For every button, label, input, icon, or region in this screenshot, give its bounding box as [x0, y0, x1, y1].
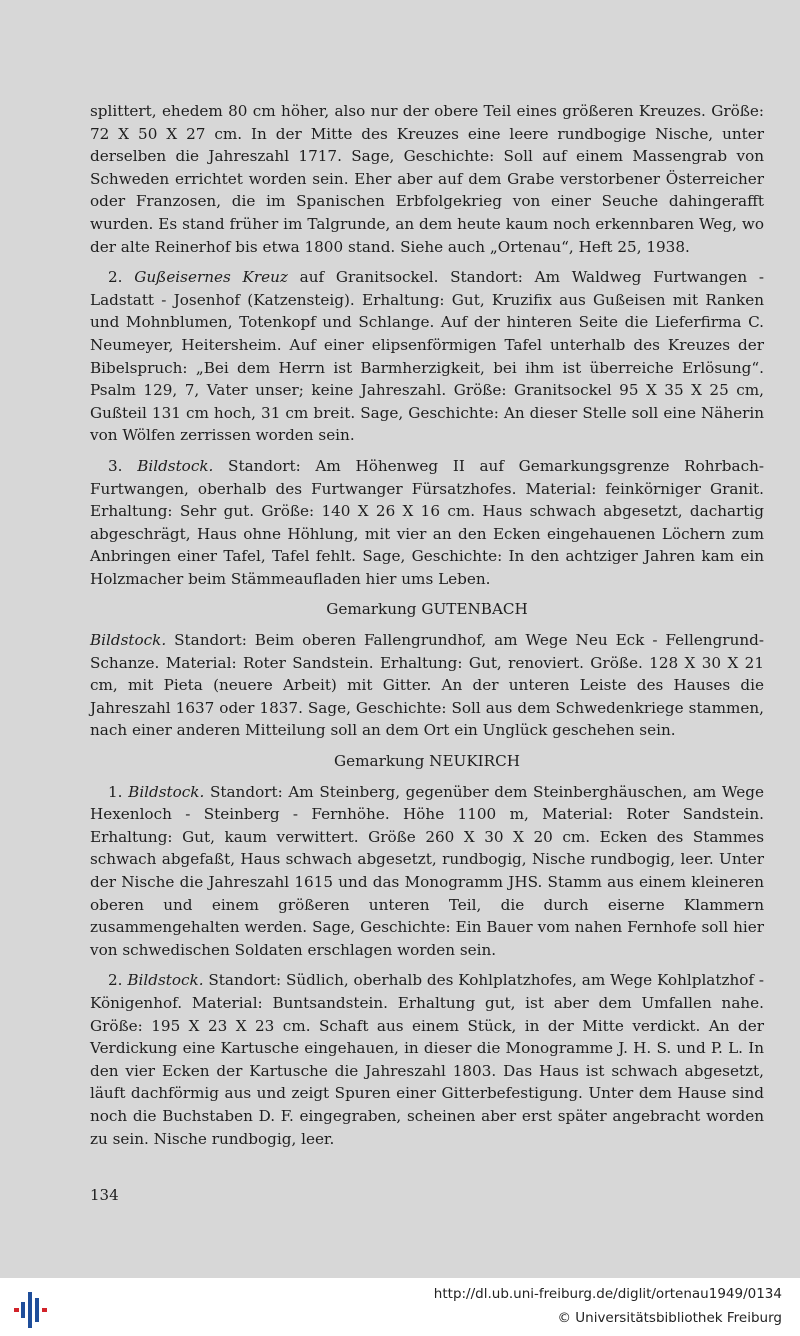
- paragraph-lead: Bildstock.: [127, 971, 204, 990]
- copyright-text: © Universitätsbibliothek Freiburg: [557, 1310, 782, 1326]
- paragraph-number: 2.: [108, 268, 123, 287]
- paragraph-2: [90, 266, 764, 447]
- body-text: [90, 100, 764, 1150]
- source-url-link[interactable]: http://dl.ub.uni-freiburg.de/diglit/ortenau1949/0134: [433, 1286, 782, 1302]
- paragraph-1: [90, 100, 764, 258]
- paragraph-text: auf Granitsockel. Standort: Am Waldweg Furtwangen - Ladstatt - Josenhof (Katzensteig). Erhaltung: Gut, Kruzifix aus Gußeisen mit Ranken und Mohnblumen, Totenkopf und Schlange. Auf der hinteren Seite die Lieferfirma C. Neumeyer, Heitersheim. Auf einer elipsenförmigen Tafel unterhalb des Kreuzes der Bibelspruch: „Bei dem Herrn ist Barmherzigkeit, bei ihm ist überreiche Erlösung“. Psalm 129, 7, Vater unser; keine Jahreszahl. Größe: Granitsockel 95 X 35 X 25 cm, Gußteil 131 cm hoch, 31 cm breit. Sage, Geschichte: An dieser Stelle soll eine Näherin von Wölfen zerrissen worden sein.: [90, 268, 765, 445]
- paragraph-text: Standort: Am Höhenweg II auf Gemarkungsgrenze Rohrbach-Furtwangen, oberhalb des Furtwanger Fürsatzhofes. Material: feinkörniger Granit. Erhaltung: Sehr gut. Größe: 140 X 26 X 16 cm. Haus schwach abgesetzt, dachartig abgeschrägt, Haus ohne Höhlung, mit vier an den Ecken eingehauenen Löchern zum Anbringen einer Tafel, Tafel fehlt. Sage, Geschichte: In den achtziger Jahren kam ein Holzmacher beim Stämmeaufladen hier ums Leben.: [90, 456, 764, 588]
- paragraph-lead: Bildstock.: [137, 456, 214, 475]
- paragraph-5: [90, 781, 764, 962]
- paragraph-text: Standort: Am Steinberg, gegenüber dem Steinberghäuschen, am Wege Hexenloch - Steinberg - Fernhöhe. Höhe 1100 m, Material: Roter Sandstein. Erhaltung: Gut, kaum verwittert. Größe 260 X 30 X 20 cm. Ecken des Stammes schwach abgefaßt, Haus schwach abgesetzt, rundbogig, Nische rundbogig, leer. Unter der Nische die Jahreszahl 1615 und das Monogramm JHS. Stamm aus einem kleineren oberen und einem größeren unteren Teil, die durch eiserne Klammern zusammengehalten werden. Sage, Geschichte: Ein Bauer vom nahen Fernhofe soll hier von schwedischen Soldaten erschlagen worden sein.: [90, 782, 764, 959]
- section-heading-neukirch: Gemarkung NEUKIRCH: [334, 752, 520, 771]
- footer-bar: [0, 1278, 800, 1336]
- paragraph-text: Standort: Südlich, oberhalb des Kohlplatzhofes, am Wege Kohlplatzhof - Königenhof. Material: Buntsandstein. Erhaltung gut, ist aber dem Umfallen nahe. Größe: 195 X 23 X 23 cm. Schaft aus einem Stück, in der Mitte verdickt. An der Verdickung eine Kartusche eingehauen, in dieser die Monogramme J. H. S. und P. L. In den vier Ecken der Kartusche die Jahreszahl 1803. Das Haus ist schwach abgesetzt, läuft dachförmig aus und zeigt Spuren einer Gitterbefestigung. Unter dem Hause sind noch die Buchstaben D. F. eingegraben, scheinen aber erst später angebracht worden zu sein. Nische rundbogig, leer.: [90, 971, 764, 1148]
- section-heading-gutenbach: Gemarkung GUTENBACH: [326, 600, 528, 619]
- paragraph-text: Standort: Beim oberen Fallengrundhof, am Wege Neu Eck - Fellengrund-Schanze. Material: Roter Sandstein. Erhaltung: Gut, renoviert. Größe. 128 X 30 X 21 cm, mit Pieta (neuere Arbeit) mit Gitter. An der unteren Leiste des Hauses die Jahreszahl 1637 oder 1837. Sage, Geschichte: Soll aus dem Schwedenkriege stammen, nach einer anderen Mitteilung soll an dem Ort ein Unglück geschehen sein.: [90, 631, 764, 740]
- paragraph-lead: Bildstock.: [90, 631, 167, 650]
- paragraph-lead: Gußeisernes Kreuz: [134, 268, 288, 287]
- paragraph-number: 2.: [108, 971, 123, 990]
- university-library-logo-icon[interactable]: [8, 1290, 52, 1330]
- paragraph-number: 3.: [108, 456, 123, 475]
- paragraph-lead: Bildstock.: [128, 782, 205, 801]
- paragraph-4: [90, 629, 764, 742]
- paragraph-text: splittert, ehedem 80 cm höher, also nur der obere Teil eines größeren Kreuzes. Größe: 72 X 50 X 27 cm. In der Mitte des Kreuzes eine leere rundbogige Nische, unter derselben die Jahreszahl 1717. Sage, Geschichte: Soll auf einem Massengrab von Schweden errichtet worden sein. Eher aber auf dem Grabe verstorbener Österreicher oder Franzosen, die im Spanischen Erbfolgekrieg von einer Seuche dahingerafft wurden. Es stand früher im Talgrunde, an dem heute kaum noch erkennbaren Weg, wo der alte Reinerhof bis etwa 1800 stand. Siehe auch „Ortenau“, Heft 25, 1938.: [90, 102, 764, 256]
- paragraph-6: [90, 969, 764, 1150]
- paragraph-number: 1.: [108, 782, 123, 801]
- page-number: 134: [90, 1186, 119, 1204]
- paragraph-3: [90, 455, 764, 591]
